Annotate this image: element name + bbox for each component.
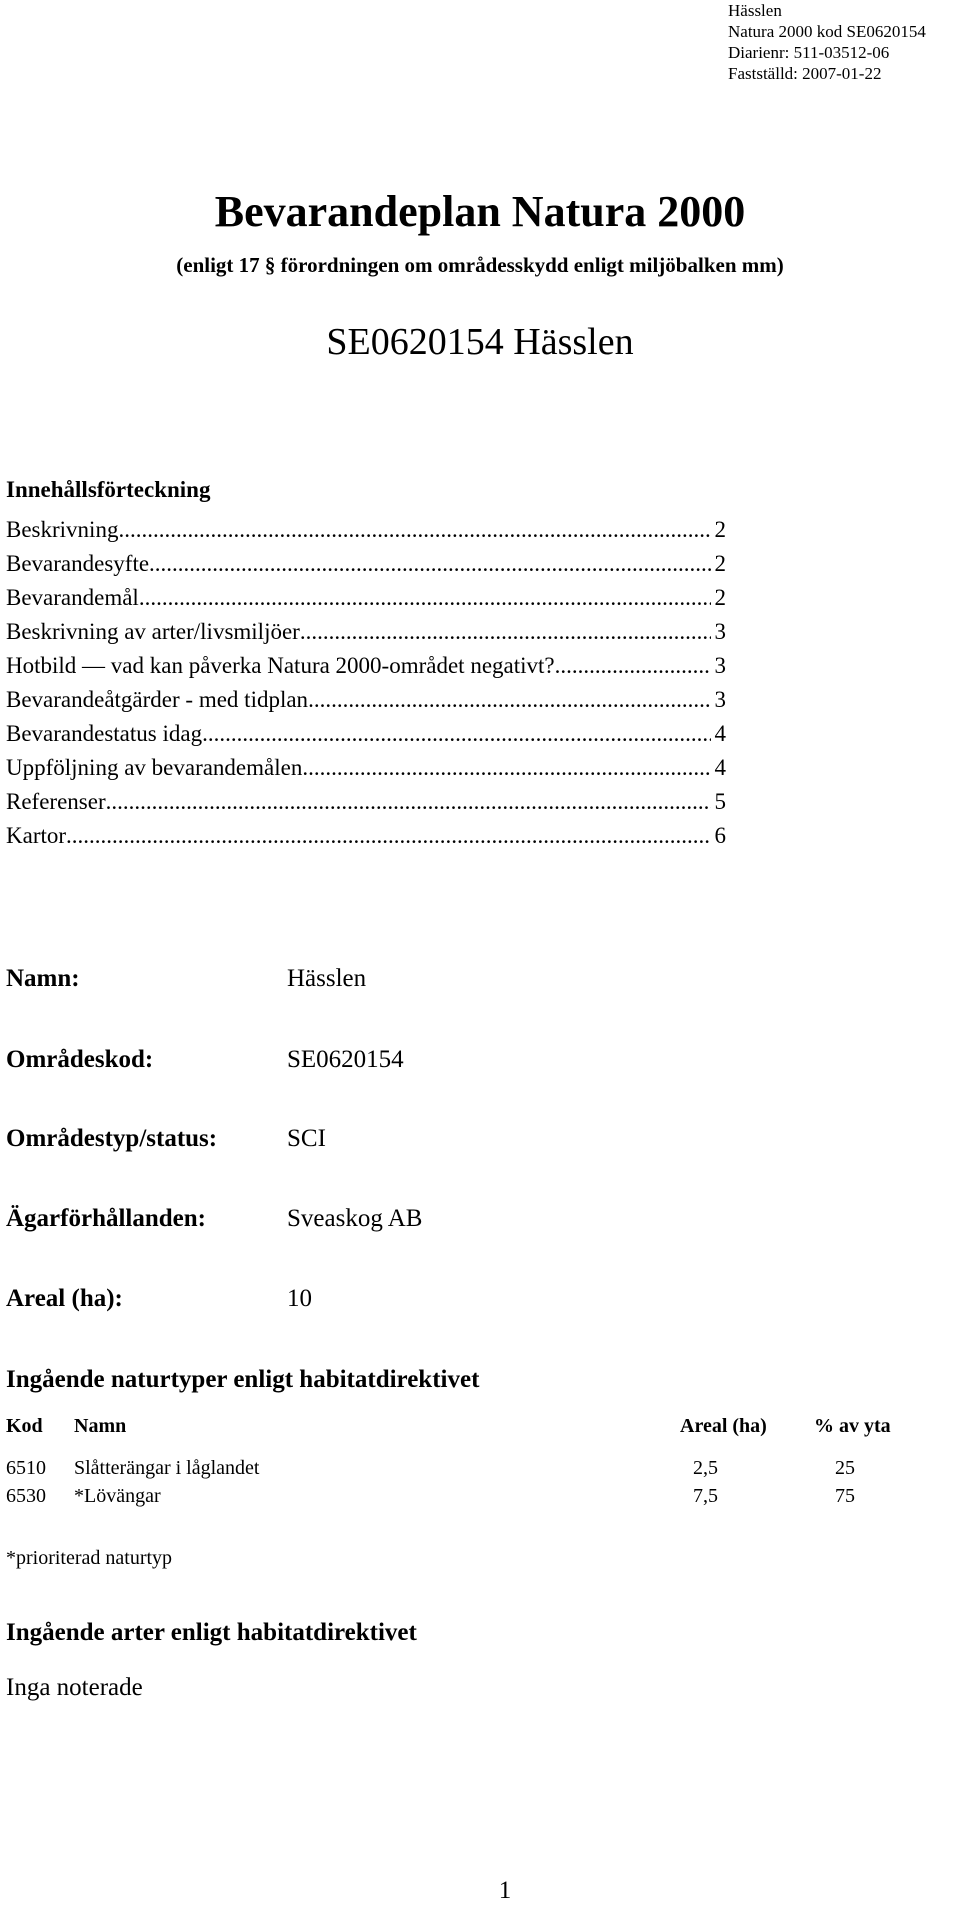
page-subtitle: (enligt 17 § förordningen om områdesskydd enligt miljöbalken mm) bbox=[176, 253, 784, 277]
toc-item[interactable] bbox=[6, 720, 726, 748]
toc-item-label: Uppföljning av bevarandemålen bbox=[6, 755, 303, 780]
omradeskod-label: Områdeskod: bbox=[6, 1046, 154, 1073]
toc-item-label: Beskrivning av arter/livsmiljöer bbox=[6, 619, 300, 644]
col-header-kod: Kod bbox=[6, 1415, 43, 1437]
cell-namn: Slåtterängar i låglandet bbox=[74, 1457, 260, 1479]
toc-item[interactable] bbox=[6, 584, 726, 612]
toc-item-page: 3 bbox=[714, 653, 726, 678]
naturtyper-heading: Ingående naturtyper enligt habitatdirektivet bbox=[6, 1366, 480, 1393]
cell-andel: 25 bbox=[835, 1457, 855, 1479]
toc-item-label: Kartor bbox=[6, 823, 67, 848]
toc-item-label: Beskrivning bbox=[6, 517, 119, 542]
cell-areal: 7,5 bbox=[693, 1485, 718, 1507]
toc-item-page: 3 bbox=[714, 619, 726, 644]
areal-label: Areal (ha): bbox=[6, 1285, 123, 1312]
col-header-namn: Namn bbox=[74, 1415, 127, 1437]
toc-item[interactable] bbox=[6, 788, 726, 816]
cell-namn: *Lövängar bbox=[74, 1485, 161, 1507]
omradeskod-value: SE0620154 bbox=[287, 1046, 404, 1073]
toc-item[interactable] bbox=[6, 652, 726, 680]
toc-leader bbox=[302, 754, 710, 782]
toc-item-page: 4 bbox=[714, 755, 726, 780]
site-title: SE0620154 Hässlen bbox=[326, 321, 634, 363]
toc-leader bbox=[300, 618, 711, 646]
toc-item-page: 4 bbox=[714, 721, 726, 746]
toc-item[interactable] bbox=[6, 686, 726, 714]
toc-leader bbox=[208, 720, 711, 748]
toc-item-label: Referenser bbox=[6, 789, 106, 814]
col-header-andel: % av yta bbox=[814, 1415, 891, 1437]
cell-kod: 6510 bbox=[6, 1457, 46, 1479]
toc-item[interactable] bbox=[6, 822, 726, 850]
toc-item-page: 6 bbox=[714, 823, 726, 848]
toc-item-label: Bevarandeåtgärder - med tidplan bbox=[6, 687, 309, 712]
toc-item-page: 2 bbox=[714, 585, 726, 610]
page-title: Bevarandeplan Natura 2000 bbox=[214, 187, 746, 236]
toc-item-page: 3 bbox=[714, 687, 726, 712]
areal-value: 10 bbox=[287, 1285, 312, 1312]
agarforhallanden-label: Ägarförhållanden: bbox=[6, 1205, 206, 1232]
col-header-areal: Areal (ha) bbox=[680, 1415, 767, 1437]
cell-kod: 6530 bbox=[6, 1485, 46, 1507]
header-faststalld: Fastställd: 2007-01-22 bbox=[728, 64, 882, 83]
arter-text: Inga noterade bbox=[6, 1674, 143, 1701]
toc-leader bbox=[555, 652, 711, 680]
toc-item[interactable] bbox=[6, 550, 726, 578]
toc-leader bbox=[149, 550, 710, 578]
agarforhallanden-value: Sveaskog AB bbox=[287, 1205, 423, 1232]
toc-item[interactable] bbox=[6, 754, 726, 782]
toc-item-label: Hotbild — vad kan påverka Natura 2000-området negativt? bbox=[6, 653, 555, 678]
toc-item-label: Bevarandemål bbox=[6, 585, 139, 610]
header-diarienr: Diarienr: 511-03512-06 bbox=[728, 43, 890, 62]
arter-heading: Ingående arter enligt habitatdirektivet bbox=[6, 1619, 417, 1646]
toc-leader bbox=[118, 516, 710, 544]
omradestyp-label: Områdestyp/status: bbox=[6, 1125, 218, 1152]
omradestyp-value: SCI bbox=[287, 1125, 326, 1152]
page-number: 1 bbox=[498, 1877, 512, 1904]
header-code: Natura 2000 kod SE0620154 bbox=[728, 22, 926, 41]
toc-item-page: 5 bbox=[714, 789, 726, 814]
cell-areal: 2,5 bbox=[693, 1457, 718, 1479]
namn-label: Namn: bbox=[6, 965, 80, 992]
toc-item-page: 2 bbox=[714, 517, 726, 542]
toc-leader bbox=[308, 686, 710, 714]
toc-leader bbox=[106, 788, 711, 816]
toc-leader bbox=[139, 584, 711, 612]
toc-item[interactable] bbox=[6, 618, 726, 646]
toc-item-page: 2 bbox=[714, 551, 726, 576]
toc-leader bbox=[66, 822, 710, 850]
namn-value: Hässlen bbox=[287, 965, 367, 992]
toc-item-label: Bevarandestatus idag. bbox=[6, 721, 208, 746]
cell-andel: 75 bbox=[835, 1485, 855, 1507]
toc-item-label: Bevarandesyfte bbox=[6, 551, 150, 576]
toc-heading: Innehållsförteckning bbox=[6, 477, 211, 502]
toc-item[interactable] bbox=[6, 516, 726, 544]
header-name: Hässlen bbox=[728, 1, 782, 20]
naturtyper-footnote: *prioriterad naturtyp bbox=[6, 1547, 173, 1569]
